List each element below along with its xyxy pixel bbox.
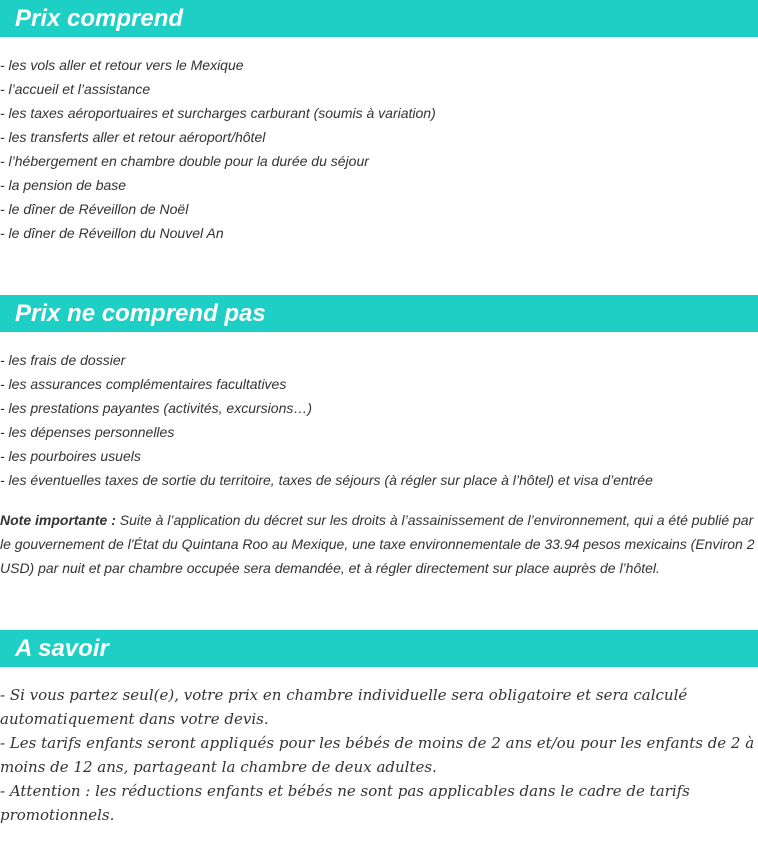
included-item: - les taxes aéroportuaires et surcharges carburant (soumis à variation): [0, 105, 436, 121]
included-section-title: Prix comprend: [15, 5, 184, 32]
not-included-item: - les frais de dossier: [0, 352, 126, 368]
not-included-section-header: [0, 295, 758, 332]
to-know-section-header: [0, 630, 758, 667]
to-know-content: [0, 683, 758, 827]
to-know-paragraph: - Les tarifs enfants seront appliqués pour les bébés de moins de 2 ans et/ou pour les enfants de 2 à moins de 12 ans, partageant la chambre de deux adultes.: [0, 734, 755, 776]
included-item: - l’accueil et l’assistance: [0, 81, 151, 97]
not-included-section-title: Prix ne comprend pas: [15, 300, 266, 327]
not-included-item: - les prestations payantes (activités, excursions…): [0, 400, 313, 416]
included-item: - le dîner de Réveillon de Noël: [0, 201, 189, 217]
included-item: - le dîner de Réveillon du Nouvel An: [0, 225, 224, 241]
important-note-label: Note importante :: [0, 512, 116, 528]
important-note: [0, 508, 758, 580]
not-included-item: - les éventuelles taxes de sortie du territoire, taxes de séjours (à régler sur place à l’hôtel) et visa d’entrée: [0, 472, 653, 488]
to-know-section-title: A savoir: [15, 635, 109, 662]
to-know-paragraph: - Si vous partez seul(e), votre prix en chambre individuelle sera obligatoire et sera calculé automatiquement dans votre devis.: [0, 686, 688, 728]
not-included-list: [0, 348, 758, 492]
not-included-item: - les dépenses personnelles: [0, 424, 175, 440]
included-section-header: [0, 0, 758, 37]
to-know-paragraph: - Attention : les réductions enfants et bébés ne sont pas applicables dans le cadre de tarifs promotionnels.: [0, 782, 690, 824]
included-item: - les vols aller et retour vers le Mexique: [0, 57, 244, 73]
included-item: - les transferts aller et retour aéroport/hôtel: [0, 129, 266, 145]
not-included-item: - les pourboires usuels: [0, 448, 141, 464]
important-note-text: Suite à l’application du décret sur les droits à l’assainissement de l’environnement, qui a été publié par le gouvernement de l'État du Quintana Roo au Mexique, une taxe environnementale de 33.94 pesos mexicains (Environ 2 USD) par nuit et par chambre occupée sera demandée, et à régler directement sur place auprès de l’hôtel.: [0, 512, 755, 576]
included-list: [0, 53, 758, 245]
included-item: - l’hébergement en chambre double pour la durée du séjour: [0, 153, 369, 169]
not-included-item: - les assurances complémentaires facultatives: [0, 376, 287, 392]
included-item: - la pension de base: [0, 177, 127, 193]
